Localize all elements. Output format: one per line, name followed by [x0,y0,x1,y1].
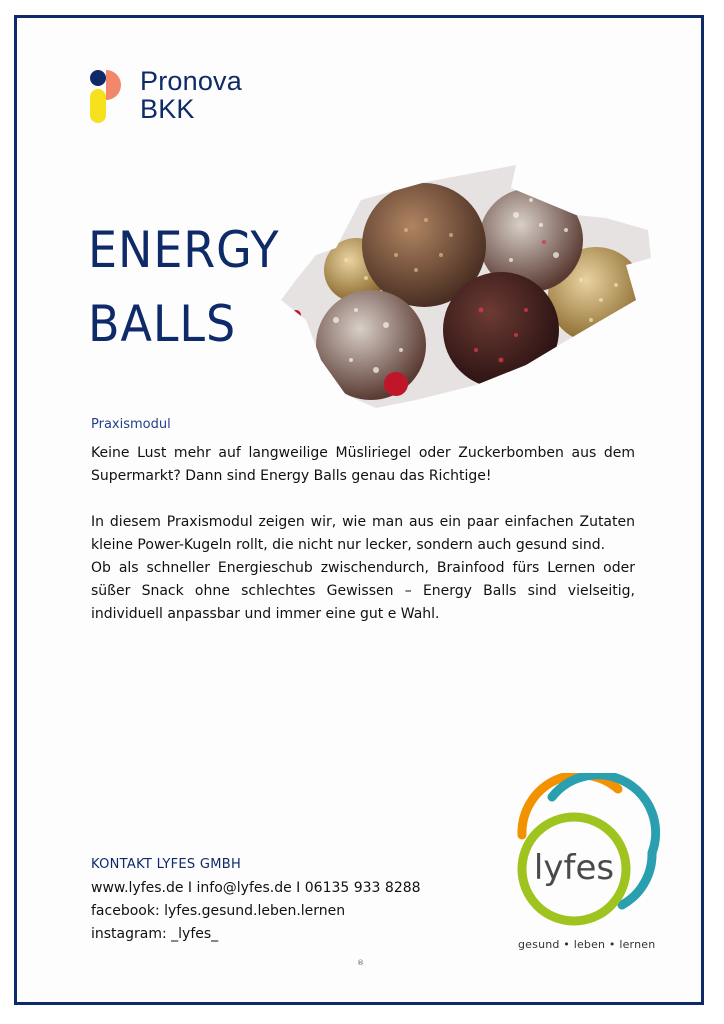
paragraph: In diesem Praxismodul zeigen wir, wie man aus ein paar einfachen Zutaten kleine Power-Kugeln rollt, die nicht nur lecker, sondern auch gesund sind. [91,514,635,553]
pronova-wordmark [140,67,242,123]
page-title [88,213,279,361]
title-line-1: ENERGY [88,221,280,279]
contact-block [91,853,421,946]
lyfes-wordmark: lyfes [533,848,615,888]
pronova-name: Pronova [140,66,242,96]
contact-web-email-phone: www.lyfes.de I info@lyfes.de I 06135 933 8288 [91,880,421,896]
lyfes-logo [510,773,660,953]
contact-facebook: facebook: lyfes.gesund.leben.lernen [91,903,346,919]
bkk-name: BKK [140,94,195,124]
contact-title: KONTAKT LYFES GMBH [91,857,242,872]
pronova-logo-mark-icon [88,67,132,127]
contact-instagram: instagram: _lyfes_ [91,926,219,942]
pronova-bkk-logo [88,67,288,127]
paragraph: Keine Lust mehr auf langweilige Müsliriegel oder Zuckerbomben aus dem Supermarkt? Dann sind Energy Balls genau das Richtige! [91,445,635,484]
section-label: Praxismodul [91,417,171,432]
paragraph: Ob als schneller Energieschub zwischendurch, Brainfood fürs Lernen oder süßer Snack ohne schlechtes Gewissen – Energy Balls sind vielseitig, individuell anpassbar und immer eine gut e Wahl. [91,560,635,622]
energy-balls-photo-icon [276,160,654,408]
energy-balls-photo [276,160,654,408]
title-line-2: BALLS [88,295,237,353]
intro-text [91,442,635,626]
lyfes-logo-rings-icon [510,773,660,933]
lyfes-tagline: gesund • leben • lernen [518,938,656,951]
registered-mark: ® [357,959,364,967]
